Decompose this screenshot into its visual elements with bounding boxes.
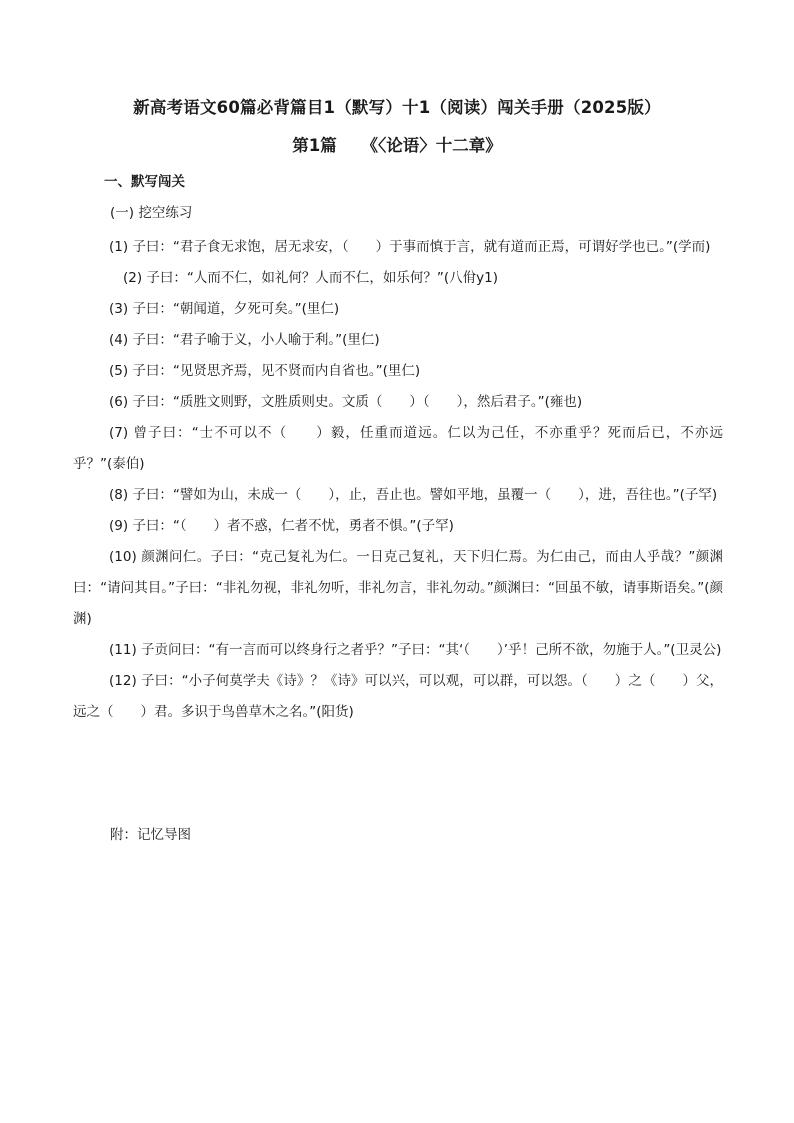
exercise-item: (7) 曾子曰：“士不可以不（ ）毅，任重而道远。仁以为己任，不亦重乎？死而后已，不亦远乎？”(泰伯) bbox=[73, 425, 723, 472]
appendix-note: 附：记忆导图 bbox=[110, 827, 191, 843]
exercise-item: (1) 子曰：“君子食无求饱，居无求安，（ ）于事而慎于言，就有道而正焉，可谓好学也已。”(学而) bbox=[109, 239, 711, 255]
exercise-item: (10) 颜渊问仁。子曰：“克己复礼为仁。一日克己复礼，天下归仁焉。为仁由己，而由人乎哉？”颜渊曰：“请问其目。”子曰：“非礼勿视，非礼勿听，非礼勿言，非礼勿动。”颜渊曰：“回虽不敏，请事斯语矣。”(颜渊) bbox=[73, 549, 723, 627]
chapter-title: 第1篇 《〈论语〉十二章》 bbox=[292, 136, 502, 155]
exercise-item: (3) 子曰：“朝闻道，夕死可矣。”(里仁) bbox=[109, 301, 340, 317]
sub-heading: (一) 挖空练习 bbox=[110, 205, 193, 221]
exercise-item: (9) 子曰：“（ ）者不惑，仁者不忧，勇者不惧。”(子罕) bbox=[109, 518, 454, 534]
exercise-item: (8) 子曰：“譬如为山，未成一（ ），止，吾止也。譬如平地，虽覆一（ ），进，吾往也。”(子罕) bbox=[109, 487, 718, 503]
exercise-item: (6) 子曰：“质胜文则野，文胜质则史。文质（ ）（ ），然后君子。”(雍也) bbox=[109, 394, 583, 410]
exercise-item: (11) 子贡问曰：“有一言而可以终身行之者乎？”子曰：“其‘（ ）’乎！己所不欲，勿施于人。”(卫灵公) bbox=[109, 642, 722, 658]
exercise-item: (5) 子曰：“见贤思齐焉，见不贤而内自省也。”(里仁) bbox=[109, 363, 421, 379]
document-title: 新高考语文60篇必背篇目1（默写）十1（阅读）闯关手册（2025版） bbox=[133, 98, 661, 117]
exercise-item: (12) 子曰：“小子何莫学夫《诗》？《诗》可以兴，可以观，可以群，可以怨。（ ）之（ ）父，远之（ ）君。多识于鸟兽草木之名。”(阳货) bbox=[73, 673, 723, 720]
section-heading: 一、默写闯关 bbox=[104, 174, 185, 190]
exercise-item: (4) 子曰：“君子喻于义，小人喻于利。”(里仁) bbox=[109, 332, 380, 348]
exercise-list bbox=[73, 232, 723, 728]
exercise-item: (2) 子曰：“人而不仁，如礼何？人而不仁，如乐何？”(八佾y1) bbox=[123, 270, 499, 286]
